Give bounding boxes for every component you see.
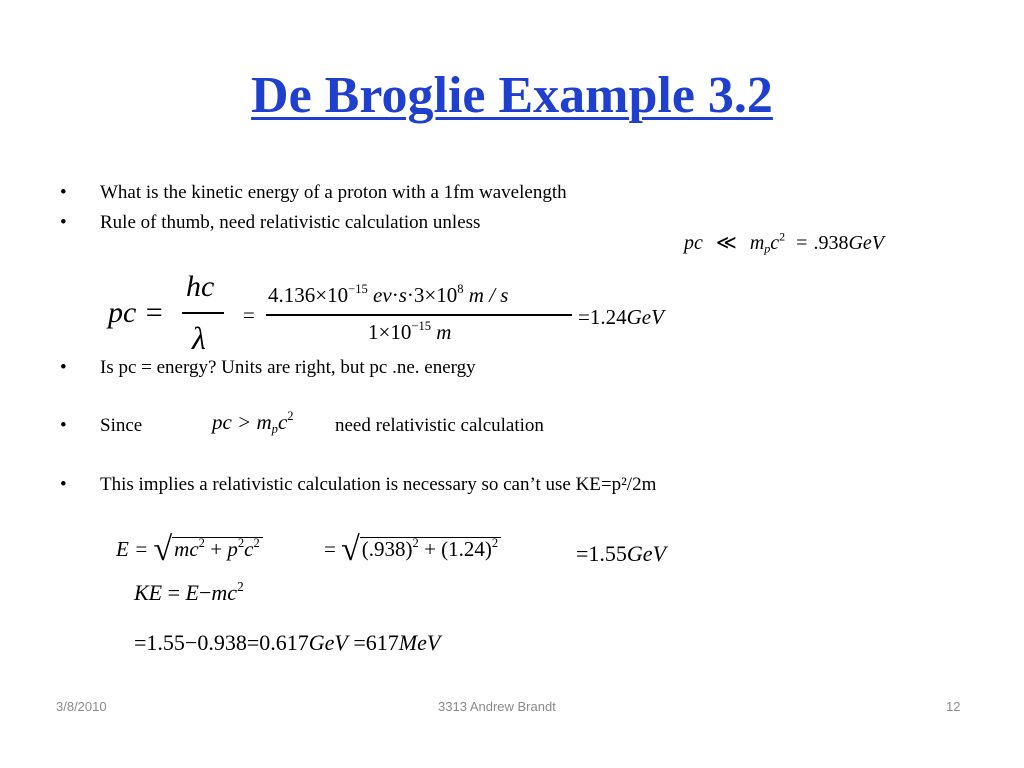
eq-symbol: p — [227, 537, 238, 561]
rule-of-thumb-equation — [684, 230, 884, 255]
eq-symbol: m — [749, 232, 765, 254]
eq-symbol: c — [244, 537, 254, 561]
eq-symbol: KE — [134, 580, 163, 605]
eq-symbol: ≪ — [715, 232, 737, 254]
eq-symbol: =617 — [347, 630, 399, 655]
pc-lhs — [108, 296, 164, 330]
eq-symbol: 4.136×10 — [268, 283, 349, 307]
eq-symbol: 2 — [491, 536, 499, 551]
sqrt-body — [172, 537, 263, 561]
eq-symbol: 8 — [457, 282, 464, 297]
eq-symbol: (.938) — [361, 537, 413, 561]
eq-symbol: 2 — [237, 578, 244, 594]
since-suffix: need relativistic calculation — [335, 415, 544, 436]
bullet-text: Since — [100, 415, 143, 436]
bullet-marker: • — [60, 474, 67, 495]
eq-symbol: MeV — [398, 630, 441, 655]
pc-denominator — [368, 320, 451, 345]
since-inequality — [212, 410, 294, 435]
page-number: 12 — [946, 699, 961, 714]
eq-symbol: + (1.24) — [418, 537, 492, 561]
eq-symbol: 2 — [237, 536, 245, 551]
fraction-bar — [266, 314, 572, 316]
eq-symbol: pc — [684, 232, 703, 254]
eq-symbol: 2 — [287, 409, 294, 424]
eq-symbol: =1.24 — [578, 305, 627, 329]
eq-symbol: .938 — [813, 232, 849, 254]
eq-symbol: mc — [174, 537, 199, 561]
eq-symbol: m — [256, 410, 272, 434]
eq-symbol: −15 — [348, 282, 368, 297]
lambda-denominator — [192, 320, 206, 357]
eq-symbol: GeV — [308, 630, 348, 655]
eq-symbol: c — [277, 410, 288, 434]
ke-value — [134, 630, 440, 656]
footer-author: 3313 Andrew Brandt — [438, 699, 556, 714]
eq-symbol: =1.55 — [576, 541, 627, 566]
bullet-marker: • — [60, 182, 67, 203]
eq-symbol: GeV — [626, 541, 667, 566]
fraction-bar — [182, 312, 224, 314]
ke-definition — [134, 580, 244, 606]
energy-result — [576, 541, 666, 567]
bullet-marker: • — [60, 357, 67, 378]
eq-symbol: ev — [373, 283, 392, 307]
eq-symbol: · — [391, 283, 399, 307]
eq-symbol: λ — [192, 320, 206, 356]
eq-symbol: ·3×10 — [406, 283, 458, 307]
eq-symbol: pc = — [108, 296, 165, 329]
eq-symbol: E = — [116, 537, 149, 561]
eq-symbol: GeV — [848, 232, 884, 254]
eq-symbol: m / s — [468, 283, 509, 307]
eq-symbol: pc > — [212, 410, 252, 434]
eq-symbol: p — [764, 241, 771, 256]
eq-symbol: = — [167, 580, 181, 605]
hc-numerator — [186, 270, 214, 304]
pc-result — [578, 305, 664, 330]
eq-symbol: E — [185, 580, 199, 605]
eq-symbol: = — [796, 232, 808, 254]
bullet-text: What is the kinetic energy of a proton with a 1fm wavelength — [100, 182, 567, 203]
eq-symbol: m — [436, 320, 452, 344]
bullet-text: Rule of thumb, need relativistic calculation unless — [100, 212, 481, 233]
bullet-text: Is pc = energy? Units are right, but pc .ne. energy — [100, 357, 476, 378]
eq-symbol: 2 — [198, 536, 205, 551]
bullet-marker: • — [60, 212, 67, 233]
eq-symbol: = — [243, 303, 255, 327]
energy-equation — [116, 533, 263, 567]
footer-date: 3/8/2010 — [56, 699, 107, 714]
eq-symbol: = — [324, 537, 336, 561]
radical-sign: √ — [153, 531, 173, 568]
bullet-marker: • — [60, 415, 67, 436]
eq-symbol: 1×10 — [368, 320, 412, 344]
eq-symbol: =1.55−0.938=0.617 — [134, 630, 309, 655]
eq-symbol: hc — [186, 270, 215, 303]
eq-symbol: p — [271, 421, 278, 436]
eq-symbol: −15 — [411, 319, 432, 334]
eq-symbol: 2 — [253, 536, 260, 551]
eq-symbol: GeV — [626, 305, 664, 329]
radical-sign: √ — [341, 531, 360, 568]
eq-symbol: s — [398, 283, 407, 307]
eq-symbol: + — [204, 537, 228, 561]
energy-numeric — [324, 533, 501, 567]
eq-symbol: 2 — [779, 229, 786, 244]
eq-symbol: − — [199, 580, 212, 605]
slide-title: De Broglie Example 3.2 — [251, 67, 773, 124]
bullet-text: This implies a relativistic calculation is necessary so can’t use KE=p²/2m — [100, 474, 657, 495]
eq-symbol: 2 — [412, 536, 419, 551]
sqrt-body — [360, 537, 501, 561]
eq-symbol: c — [770, 232, 780, 254]
eq-symbol: mc — [211, 580, 238, 605]
equals-sign — [243, 303, 255, 328]
pc-numerator — [268, 283, 508, 308]
